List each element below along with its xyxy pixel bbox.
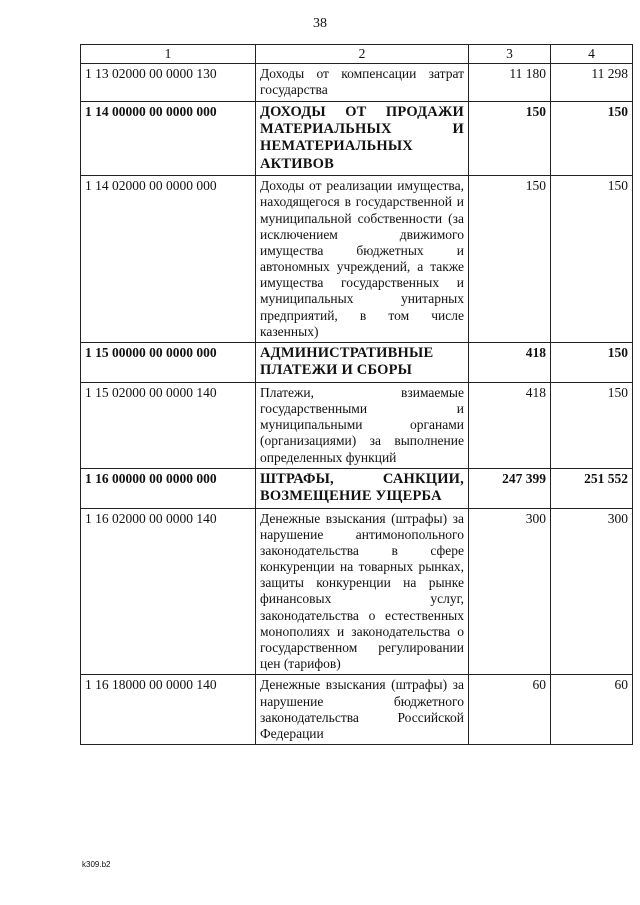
amount-col4-cell: 150: [551, 176, 633, 343]
revenue-name-cell: Денежные взыскания (штрафы) за нарушение антимонопольного законодательства в сфере конкуренции на товарных рынках, защиты конкуренции на рынке финансовых услуг, законодательства о естественных монополиях и законодательства о государственном регулировании цен (тарифов): [256, 508, 469, 675]
revenue-name-cell: ШТРАФЫ, САНКЦИИ, ВОЗМЕЩЕНИЕ УЩЕРБА: [256, 468, 469, 508]
amount-col3-cell: 150: [469, 176, 551, 343]
table-row: [81, 468, 633, 508]
revenue-name-cell: ДОХОДЫ ОТ ПРОДАЖИ МАТЕРИАЛЬНЫХ И НЕМАТЕРИАЛЬНЫХ АКТИВОВ: [256, 101, 469, 176]
amount-col3-cell: 418: [469, 382, 551, 468]
budget-code-cell: 1 16 00000 00 0000 000: [81, 468, 256, 508]
amount-col3-cell: 11 180: [469, 64, 551, 101]
budget-revenue-table: [80, 44, 633, 745]
table-header-row: [81, 45, 633, 64]
revenue-name-cell: Денежные взыскания (штрафы) за нарушение бюджетного законодательства Российской Федерации: [256, 675, 469, 745]
revenue-name-cell: Доходы от реализации имущества, находящегося в государственной и муниципальной собственности (за исключением движимого имущества бюджетных и автономных учреждений, а также имущества государственных и муниципальных унитарных предприятий, в том числе казенных): [256, 176, 469, 343]
document-footer-code: k309.b2: [82, 860, 111, 869]
column-header-2: 2: [256, 45, 469, 64]
column-header-4: 4: [551, 45, 633, 64]
page-number: 38: [313, 16, 327, 31]
budget-code-cell: 1 16 18000 00 0000 140: [81, 675, 256, 745]
revenue-name-cell: АДМИНИСТРАТИВНЫЕ ПЛАТЕЖИ И СБОРЫ: [256, 343, 469, 383]
revenue-name-cell: Доходы от компенсации затрат государства: [256, 64, 469, 101]
table-row: [81, 64, 633, 101]
table-row: [81, 508, 633, 675]
amount-col3-cell: 300: [469, 508, 551, 675]
amount-col3-cell: 418: [469, 343, 551, 383]
amount-col4-cell: 300: [551, 508, 633, 675]
amount-col3-cell: 247 399: [469, 468, 551, 508]
budget-code-cell: 1 14 02000 00 0000 000: [81, 176, 256, 343]
budget-code-cell: 1 13 02000 00 0000 130: [81, 64, 256, 101]
revenue-name-cell: Платежи, взимаемые государственными и муниципальными органами (организациями) за выполнение определенных функций: [256, 382, 469, 468]
amount-col4-cell: 150: [551, 343, 633, 383]
table-row: [81, 343, 633, 383]
table-row: [81, 101, 633, 176]
budget-code-cell: 1 15 00000 00 0000 000: [81, 343, 256, 383]
budget-code-cell: 1 16 02000 00 0000 140: [81, 508, 256, 675]
amount-col4-cell: 60: [551, 675, 633, 745]
table-row: [81, 176, 633, 343]
budget-code-cell: 1 15 02000 00 0000 140: [81, 382, 256, 468]
column-header-3: 3: [469, 45, 551, 64]
amount-col4-cell: 251 552: [551, 468, 633, 508]
column-header-1: 1: [81, 45, 256, 64]
table-row: [81, 675, 633, 745]
amount-col3-cell: 150: [469, 101, 551, 176]
budget-code-cell: 1 14 00000 00 0000 000: [81, 101, 256, 176]
amount-col3-cell: 60: [469, 675, 551, 745]
amount-col4-cell: 150: [551, 101, 633, 176]
amount-col4-cell: 150: [551, 382, 633, 468]
table-row: [81, 382, 633, 468]
amount-col4-cell: 11 298: [551, 64, 633, 101]
